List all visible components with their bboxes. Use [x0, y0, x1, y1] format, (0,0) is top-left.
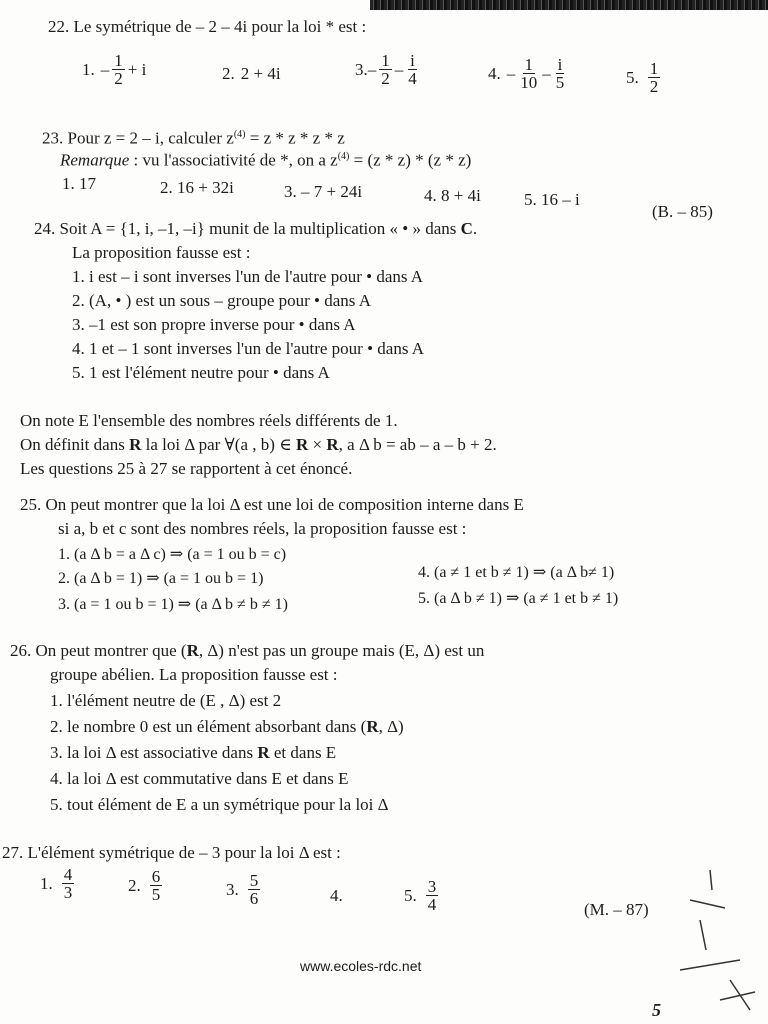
q23-stem: 23. Pour z = 2 – i, calculer $z^{(4)} = z * z * z * z$: [42, 128, 345, 148]
definition-line-1: On note E l'ensemble des nombres réels différents de 1.: [20, 411, 398, 430]
q27-option-3: 3. $\frac{5}{6}$: [226, 871, 259, 908]
q26-item-2: 2. le nombre 0 est un élément absorbant dans (R, Δ): [50, 717, 404, 736]
q24-item-2: 2. (A, • ) est un sous – groupe pour • dans A: [72, 291, 371, 310]
q23-option-4: 4. 8 + 4i: [424, 186, 481, 205]
q26-item-4: 4. la loi Δ est commutative dans E et dans E: [50, 769, 349, 788]
q23-option-3: 3. – 7 + 24i: [284, 182, 363, 201]
q24-item-3: 3. –1 est son propre inverse pour • dans A: [72, 315, 356, 334]
q27-stem: 27. L'élément symétrique de – 3 pour la loi Δ est :: [2, 843, 341, 862]
q24-intro: La proposition fausse est :: [72, 243, 251, 262]
q27-option-2: 2. $\frac{6}{5}$: [128, 867, 161, 904]
page-number: 5: [652, 1000, 661, 1020]
q23-remark: Remarque : vu l'associativité de *, on a $z^{(4)} = (z * z) * (z * z)$: [60, 150, 472, 170]
q22-option-3: 3.– $\frac{1}{2}$ – $\frac{i}{4}$: [355, 51, 417, 88]
footer-url: www.ecoles-rdc.net: [300, 958, 422, 974]
q27-reference: (M. – 87): [584, 900, 649, 919]
q27-option-4: 4.: [330, 886, 343, 905]
q22-option-1: 1. – $\frac{1}{2}$ + i: [82, 51, 147, 88]
q25-stem-2: si a, b et c sont des nombres réels, la proposition fausse est :: [58, 519, 467, 538]
definition-line-2: On définit dans R la loi Δ par ∀(a , b) ∈ R × R, a Δ b = ab – a – b + 2.: [20, 435, 497, 454]
scan-edge-mark: [370, 0, 768, 10]
q26-item-3: 3. la loi Δ est associative dans R et dans E: [50, 743, 337, 762]
q24-stem: 24. Soit A = {1, i, –1, –i} munit de la multiplication « • » dans C.: [34, 219, 478, 238]
q25-option-5: 5. (a Δ b ≠ 1) ⇒ (a ≠ 1 et b ≠ 1): [418, 590, 619, 607]
scan-noise-marks: [670, 860, 760, 1020]
q25-stem-1: 25. On peut montrer que la loi Δ est une loi de composition interne dans E: [20, 495, 524, 514]
definition-line-3: Les questions 25 à 27 se rapportent à cet énoncé.: [20, 459, 353, 478]
q22-option-5: 5. $\frac{1}{2}$: [626, 59, 659, 96]
q27-option-1: 1. $\frac{4}{3}$: [40, 865, 73, 902]
q24-item-1: 1. i est – i sont inverses l'un de l'autre pour • dans A: [72, 267, 424, 286]
q24-item-4: 4. 1 et – 1 sont inverses l'un de l'autre pour • dans A: [72, 339, 425, 358]
q26-item-1: 1. l'élément neutre de (E , Δ) est 2: [50, 691, 282, 710]
q26-stem-1: 26. On peut montrer que (R, Δ) n'est pas un groupe mais (E, Δ) est un: [10, 641, 485, 660]
q23-option-2: 2. 16 + 32i: [160, 178, 234, 197]
q25-option-4: 4. (a ≠ 1 et b ≠ 1) ⇒ (a Δ b≠ 1): [418, 564, 615, 581]
q25-option-1: 1. (a Δ b = a Δ c) ⇒ (a = 1 ou b = c): [58, 546, 287, 563]
q27-option-5: 5. $\frac{3}{4}$: [404, 877, 437, 914]
q23-option-1: 1. 17: [62, 174, 96, 193]
q25-option-3: 3. (a = 1 ou b = 1) ⇒ (a Δ b ≠ b ≠ 1): [58, 596, 288, 613]
q25-option-2: 2. (a Δ b = 1) ⇒ (a = 1 ou b = 1): [58, 570, 264, 587]
q22-stem: 22. Le symétrique de – 2 – 4i pour la loi * est :: [48, 17, 367, 36]
q26-stem-2: groupe abélien. La proposition fausse est :: [50, 665, 338, 684]
q23-reference: (B. – 85): [652, 202, 713, 221]
q22-option-2: 2. 2 + 4i: [222, 64, 281, 83]
q23-option-5: 5. 16 – i: [524, 190, 580, 209]
q22-option-4: 4. – $\frac{1}{10}$ – $\frac{i}{5}$: [488, 55, 565, 92]
q26-item-5: 5. tout élément de E a un symétrique pour la loi Δ: [50, 795, 389, 814]
q24-item-5: 5. 1 est l'élément neutre pour • dans A: [72, 363, 330, 382]
